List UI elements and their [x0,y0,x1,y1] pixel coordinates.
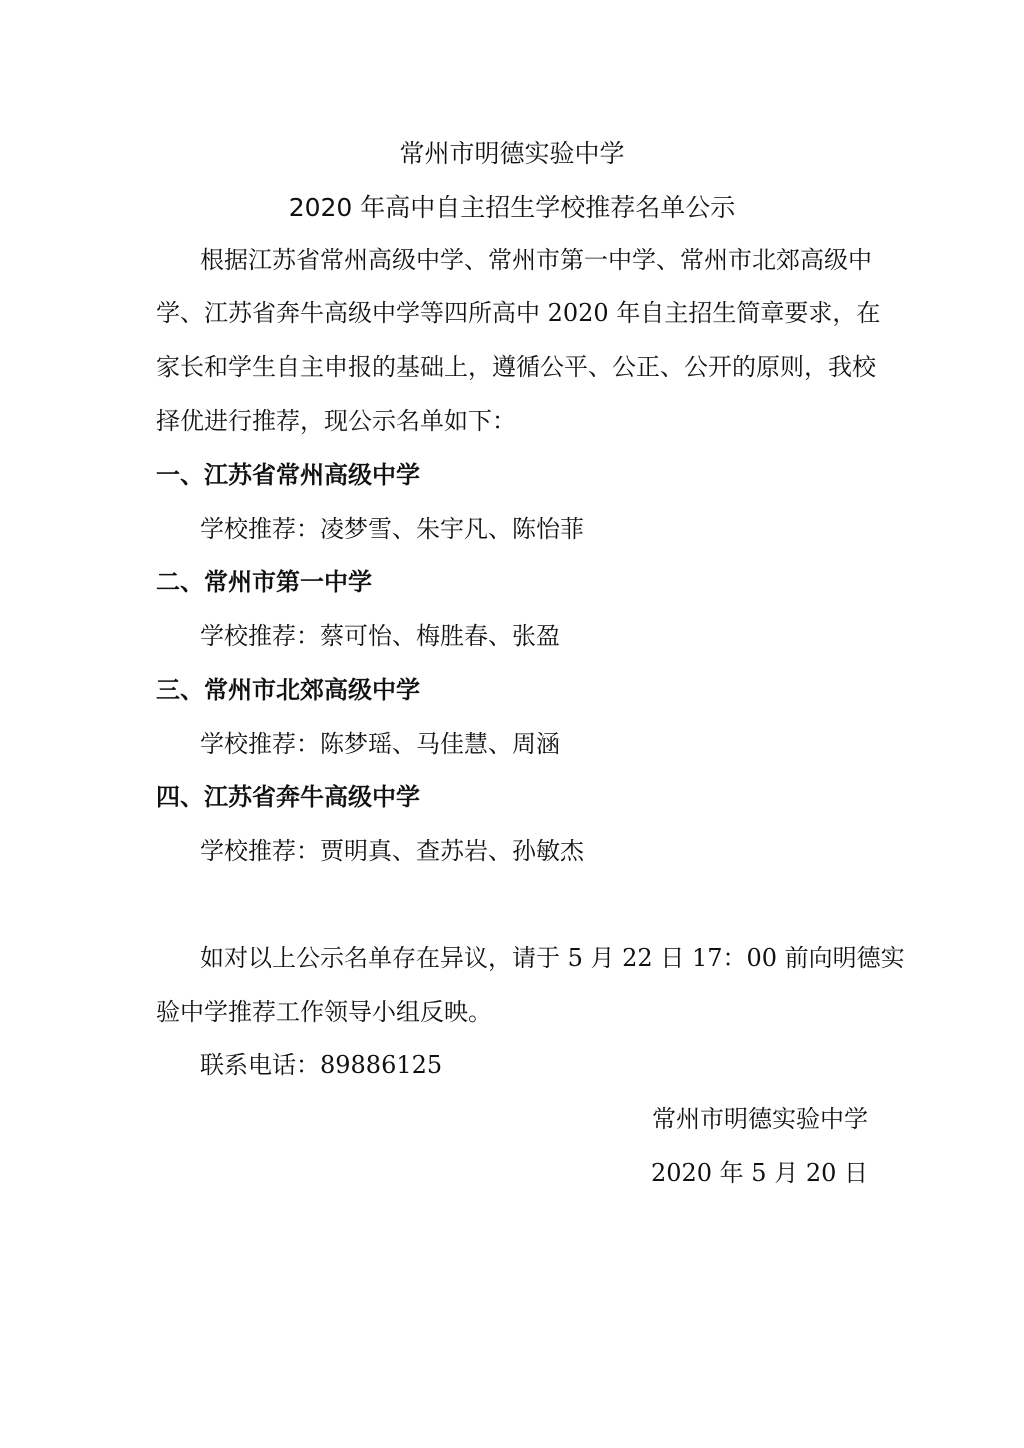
signature-date: 2020 年 5 月 20 日 [650,1159,868,1187]
signature-organization: 常州市明德实验中学 [652,1105,868,1133]
section-heading-3: 三、常州市北郊高级中学 [156,676,420,704]
objection-line-2: 验中学推荐工作领导小组反映。 [156,998,492,1026]
intro-line-3: 家长和学生自主申报的基础上，遵循公平、公正、公开的原则，我校 [156,353,876,381]
contact-phone: 联系电话：89886125 [200,1051,443,1079]
document-title: 常州市明德实验中学 [399,139,625,168]
document-subtitle: 2020 年高中自主招生学校推荐名单公示 [288,193,736,222]
section-heading-2: 二、常州市第一中学 [156,568,372,596]
objection-line-1: 如对以上公示名单存在异议，请于 5 月 22 日 17：00 前向明德实 [200,944,905,972]
section-recommendation-2: 学校推荐：蔡可怡、梅胜春、张盈 [200,622,560,650]
section-recommendation-1: 学校推荐：凌梦雪、朱宇凡、陈怡菲 [200,515,584,543]
section-heading-4: 四、江苏省奔牛高级中学 [156,783,420,811]
section-recommendation-4: 学校推荐：贾明真、查苏岩、孙敏杰 [200,837,584,865]
intro-line-2: 学、江苏省奔牛高级中学等四所高中 2020 年自主招生简章要求，在 [156,299,881,327]
section-heading-1: 一、江苏省常州高级中学 [156,461,420,489]
intro-line-4: 择优进行推荐，现公示名单如下： [156,407,516,435]
section-recommendation-3: 学校推荐：陈梦瑶、马佳慧、周涵 [200,730,560,758]
intro-line-1: 根据江苏省常州高级中学、常州市第一中学、常州市北郊高级中 [200,246,872,274]
